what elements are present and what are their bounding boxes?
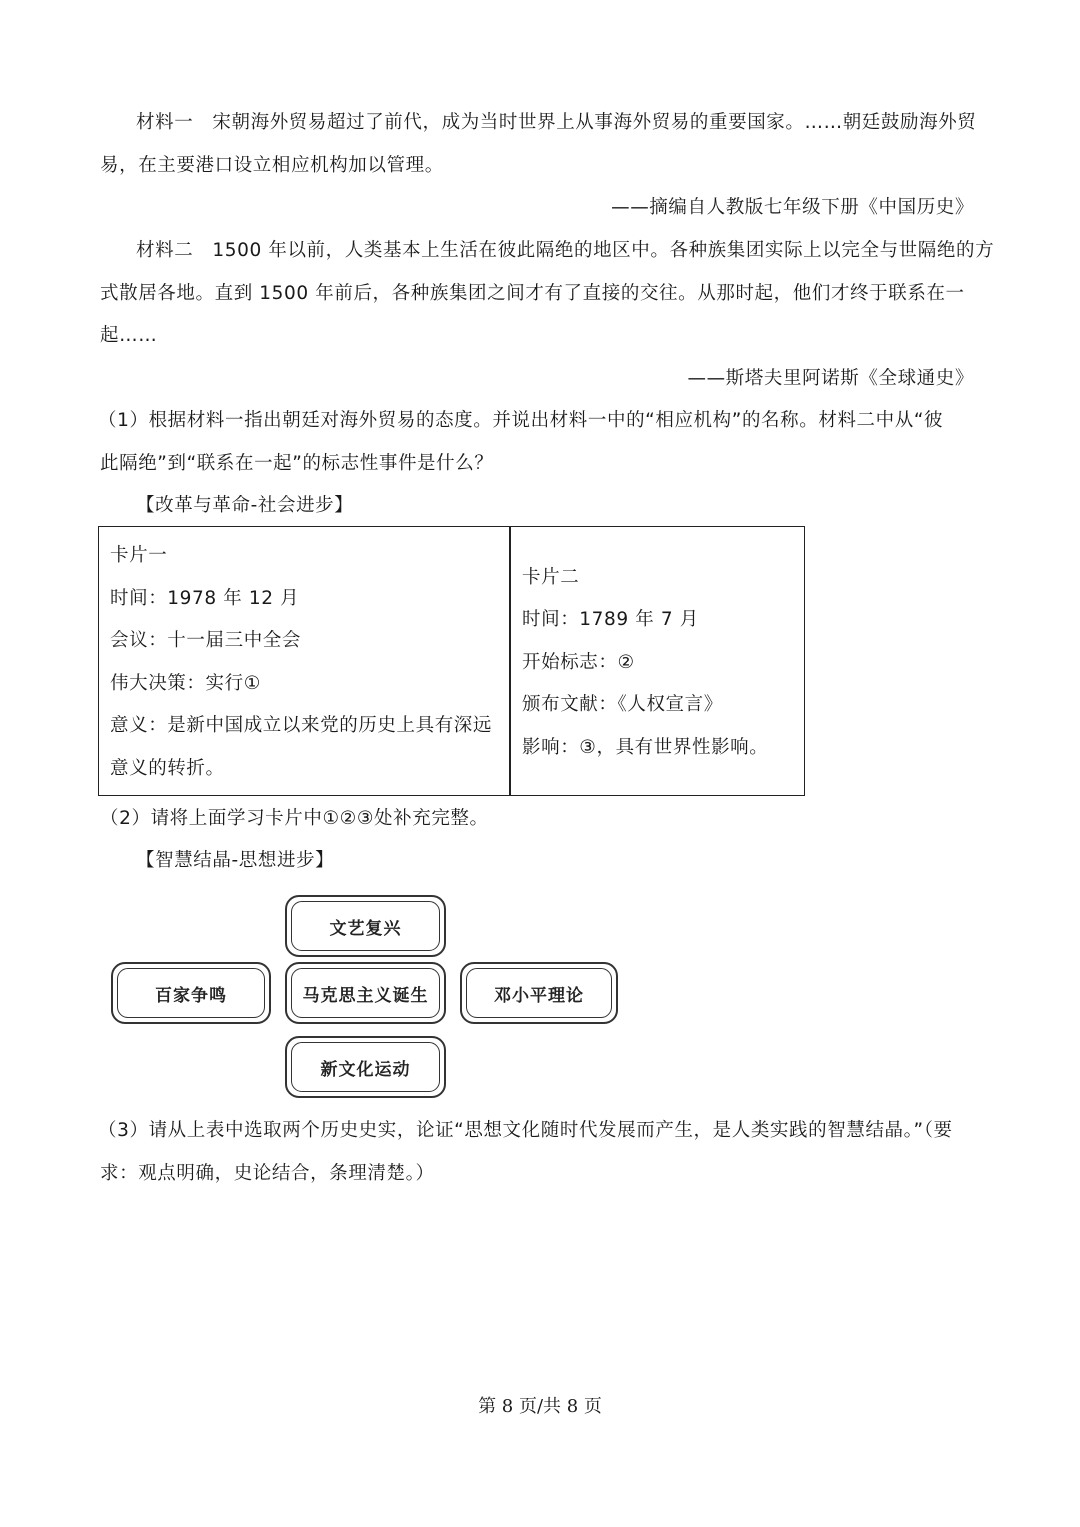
- diagram-box-marxism: [285, 962, 446, 1024]
- diagram-label-marxism: 马克思主义诞生: [302, 985, 429, 1006]
- card-divider: [509, 527, 511, 795]
- material-one-line-1: 材料一 宋朝海外贸易超过了前代，成为当时世界上从事海外贸易的重要国家。……朝廷鼓励海外贸: [136, 112, 977, 133]
- material-one-source: ——摘编自人教版七年级下册《中国历史》: [611, 197, 974, 218]
- diagram-box-renaissance: [285, 895, 446, 957]
- material-two-line-1: 材料二 1500 年以前，人类基本上生活在彼此隔绝的地区中。各种族集团实际上以完全与世隔绝的方: [136, 240, 995, 261]
- card-two-start: 开始标志：②: [522, 652, 635, 673]
- card-two-document: 颁布文献：《人权宣言》: [522, 694, 723, 715]
- card-one-time: 时间：1978 年 12 月: [110, 588, 300, 609]
- diagram-label-hundred-schools: 百家争鸣: [155, 985, 227, 1006]
- card-one-decision: 伟大决策：实行①: [110, 673, 261, 694]
- diagram-label-new-culture: 新文化运动: [320, 1059, 411, 1080]
- question-1-line-2: 此隔绝”到“联系在一起”的标志性事件是什么？: [100, 453, 494, 474]
- question-3-line-2: 求：观点明确，史论结合，条理清楚。）: [100, 1163, 435, 1184]
- diagram-box-new-culture: [285, 1036, 446, 1098]
- question-3-line-1: （3）请从上表中选取两个历史史实，论证“思想文化随时代发展而产生，是人类实践的智慧结晶。”（要: [98, 1120, 953, 1141]
- diagram-label-renaissance: 文艺复兴: [329, 918, 402, 939]
- material-one-line-2: 易，在主要港口设立相应机构加以管理。: [100, 155, 444, 176]
- card-two-impact: 影响：③，具有世界性影响。: [522, 737, 769, 758]
- section-reform-revolution-title: 【改革与革命-社会进步】: [136, 495, 354, 516]
- material-two-source: ——斯塔夫里阿诺斯《全球通史》: [687, 368, 974, 389]
- card-two-title: 卡片二: [522, 567, 580, 588]
- card-two-time: 时间：1789 年 7 月: [522, 609, 699, 630]
- diagram-label-deng-theory: 邓小平理论: [494, 985, 584, 1006]
- section-wisdom-title: 【智慧结晶-思想进步】: [136, 850, 335, 871]
- material-two-line-2: 式散居各地。直到 1500 年前后，各种族集团之间才有了直接的交往。从那时起，他们才终于联系在一: [100, 283, 965, 304]
- question-2: （2）请将上面学习卡片中①②③处补充完整。: [100, 808, 489, 829]
- diagram-box-deng-theory: [460, 962, 618, 1024]
- question-1-line-1: （1）根据材料一指出朝廷对海外贸易的态度。并说出材料一中的“相应机构”的名称。材料二中从“彼: [98, 410, 944, 431]
- material-two-line-3: 起……: [100, 325, 158, 346]
- card-one-meaning-line-2: 意义的转折。: [110, 758, 225, 779]
- card-one-meaning-line-1: 意义：是新中国成立以来党的历史上具有深远: [110, 715, 493, 736]
- page-footer: 第 8 页/共 8 页: [478, 1396, 602, 1417]
- card-one-meeting: 会议：十一届三中全会: [110, 630, 302, 651]
- diagram-box-hundred-schools: [111, 962, 271, 1024]
- card-one-title: 卡片一: [110, 545, 168, 566]
